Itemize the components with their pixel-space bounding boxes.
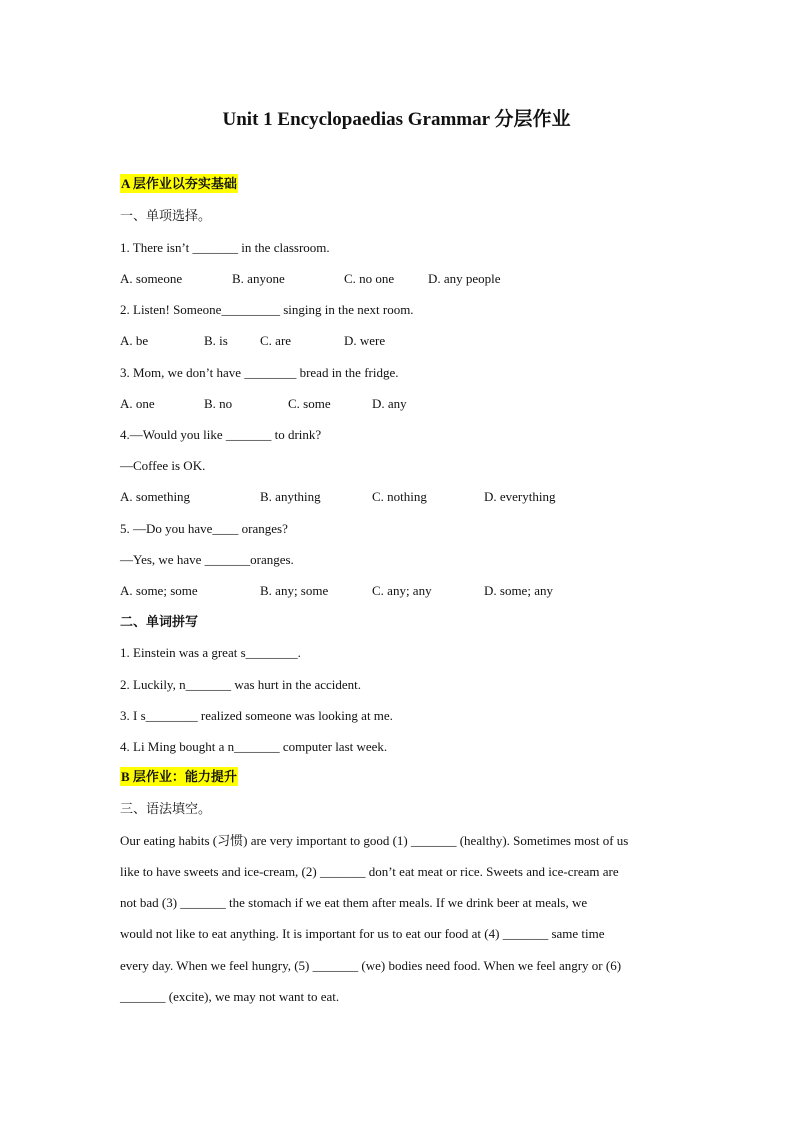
section-b-header <box>120 768 238 786</box>
q2-option-b: B. is <box>204 333 228 348</box>
question-5-response: —Yes, we have _______oranges. <box>120 552 294 567</box>
question-4-response: —Coffee is OK. <box>120 458 206 473</box>
q3-option-a: A. one <box>120 396 155 411</box>
page-title: Unit 1 Encyclopaedias Grammar 分层作业 <box>222 109 571 130</box>
q2-option-d: D. were <box>344 333 386 348</box>
question-3-stem: 3. Mom, we don’t have ________ bread in the fridge. <box>120 365 399 380</box>
q2-option-c: C. are <box>260 333 292 348</box>
q5-option-b: B. any; some <box>260 583 329 598</box>
q5-option-c: C. any; any <box>372 583 432 598</box>
q1-option-c: C. no one <box>344 271 395 286</box>
q4-option-c: C. nothing <box>372 489 427 504</box>
passage-line: _______ (excite), we may not want to eat. <box>120 989 340 1004</box>
passage-line: Our eating habits (习惯) are very important to good (1) _______ (healthy). Sometimes most of us <box>120 833 629 848</box>
section-b-header-text: B 层作业：能力提升 <box>121 769 237 784</box>
q2-option-a: A. be <box>120 333 149 348</box>
q1-option-a: A. someone <box>120 271 183 286</box>
q1-option-d: D. any people <box>428 271 501 286</box>
spelling-item: 2. Luckily, n_______ was hurt in the accident. <box>120 677 362 692</box>
passage-line: every day. When we feel hungry, (5) _______ (we) bodies need food. When we feel angry or (6) <box>120 958 622 973</box>
spelling-item: 1. Einstein was a great s________. <box>120 645 301 660</box>
q3-option-b: B. no <box>204 396 233 411</box>
spelling-item: 3. I s________ realized someone was looking at me. <box>120 708 393 723</box>
q3-option-c: C. some <box>288 396 331 411</box>
part3-title: 三、语法填空。 <box>120 801 212 816</box>
q1-option-b: B. anyone <box>232 271 285 286</box>
q5-option-d: D. some; any <box>484 583 553 598</box>
q4-option-a: A. something <box>120 489 191 504</box>
part1-title: 一、单项选择。 <box>120 208 212 223</box>
question-2-stem: 2. Listen! Someone_________ singing in the next room. <box>120 302 414 317</box>
question-5-stem: 5. —Do you have____ oranges? <box>120 521 288 536</box>
question-4-stem: 4.—Would you like _______ to drink? <box>120 427 322 442</box>
q4-option-b: B. anything <box>260 489 321 504</box>
q4-option-d: D. everything <box>484 489 556 504</box>
part2-title: 二、单词拼写 <box>120 614 199 629</box>
q5-option-a: A. some; some <box>120 583 198 598</box>
q3-option-d: D. any <box>372 396 407 411</box>
section-a-header <box>120 175 238 193</box>
section-a-header-text: A 层作业以夯实基础 <box>121 176 237 191</box>
question-1-stem: 1. There isn’t _______ in the classroom. <box>120 240 330 255</box>
passage-line: would not like to eat anything. It is important for us to eat our food at (4) _______ same time <box>120 926 605 941</box>
spelling-item: 4. Li Ming bought a n_______ computer last week. <box>120 739 388 754</box>
passage-line: not bad (3) _______ the stomach if we eat them after meals. If we drink beer at meals, we <box>120 895 588 910</box>
passage-line: like to have sweets and ice-cream, (2) _______ don’t eat meat or rice. Sweets and ice-cream are <box>120 864 619 879</box>
